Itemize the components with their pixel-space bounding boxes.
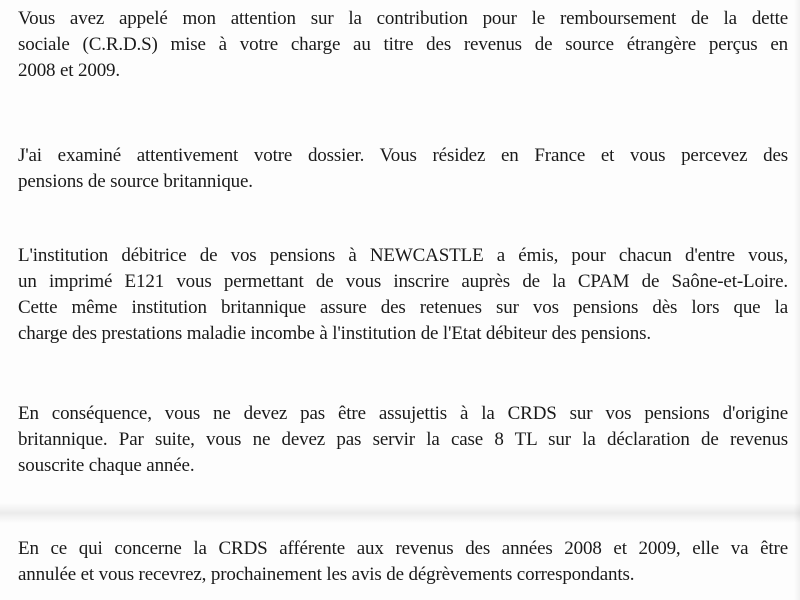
paragraph-crds-cancellation [18,536,788,588]
text-line: un imprimé E121 vous permettant de vous inscrire auprès de la CPAM de Saône-et-Loire. [18,271,788,292]
text-line: annulée et vous recevrez, prochainement les avis de dégrèvements correspondants. [18,564,635,585]
text-line: En conséquence, vous ne devez pas être assujettis à la CRDS sur vos pensions d'origine [18,403,788,424]
scan-edge-shadow [794,0,800,600]
paragraph-dossier-review [18,143,788,195]
text-line: L'institution débitrice de vos pensions à NEWCASTLE a émis, pour chacun d'entre vous, [18,245,788,266]
text-line: britannique. Par suite, vous ne devez pas servir la case 8 TL sur la déclaration de revenus [18,429,788,450]
text-line: pensions de source britannique. [18,171,253,192]
text-line: 2008 et 2009. [18,60,121,81]
text-line: En ce qui concerne la CRDS afférente aux revenus des années 2008 et 2009, elle va être [18,538,788,559]
text-line: J'ai examiné attentivement votre dossier. Vous résidez en France et vous percevez des [18,145,788,166]
text-line: souscrite chaque année. [18,455,195,476]
paragraph-newcastle-institution [18,243,788,347]
text-line: Cette même institution britannique assure des retenues sur vos pensions dès lors que la [18,297,788,318]
text-line: charge des prestations maladie incombe à l'institution de l'Etat débiteur des pensions. [18,323,651,344]
paragraph-crds-contribution [18,6,788,84]
scan-shadow-band [0,503,800,523]
text-line: Vous avez appelé mon attention sur la contribution pour le remboursement de la dette [18,8,788,29]
text-line: sociale (C.R.D.S) mise à votre charge au titre des revenus de source étrangère perçus en [18,34,788,55]
paragraph-consequence [18,401,788,479]
